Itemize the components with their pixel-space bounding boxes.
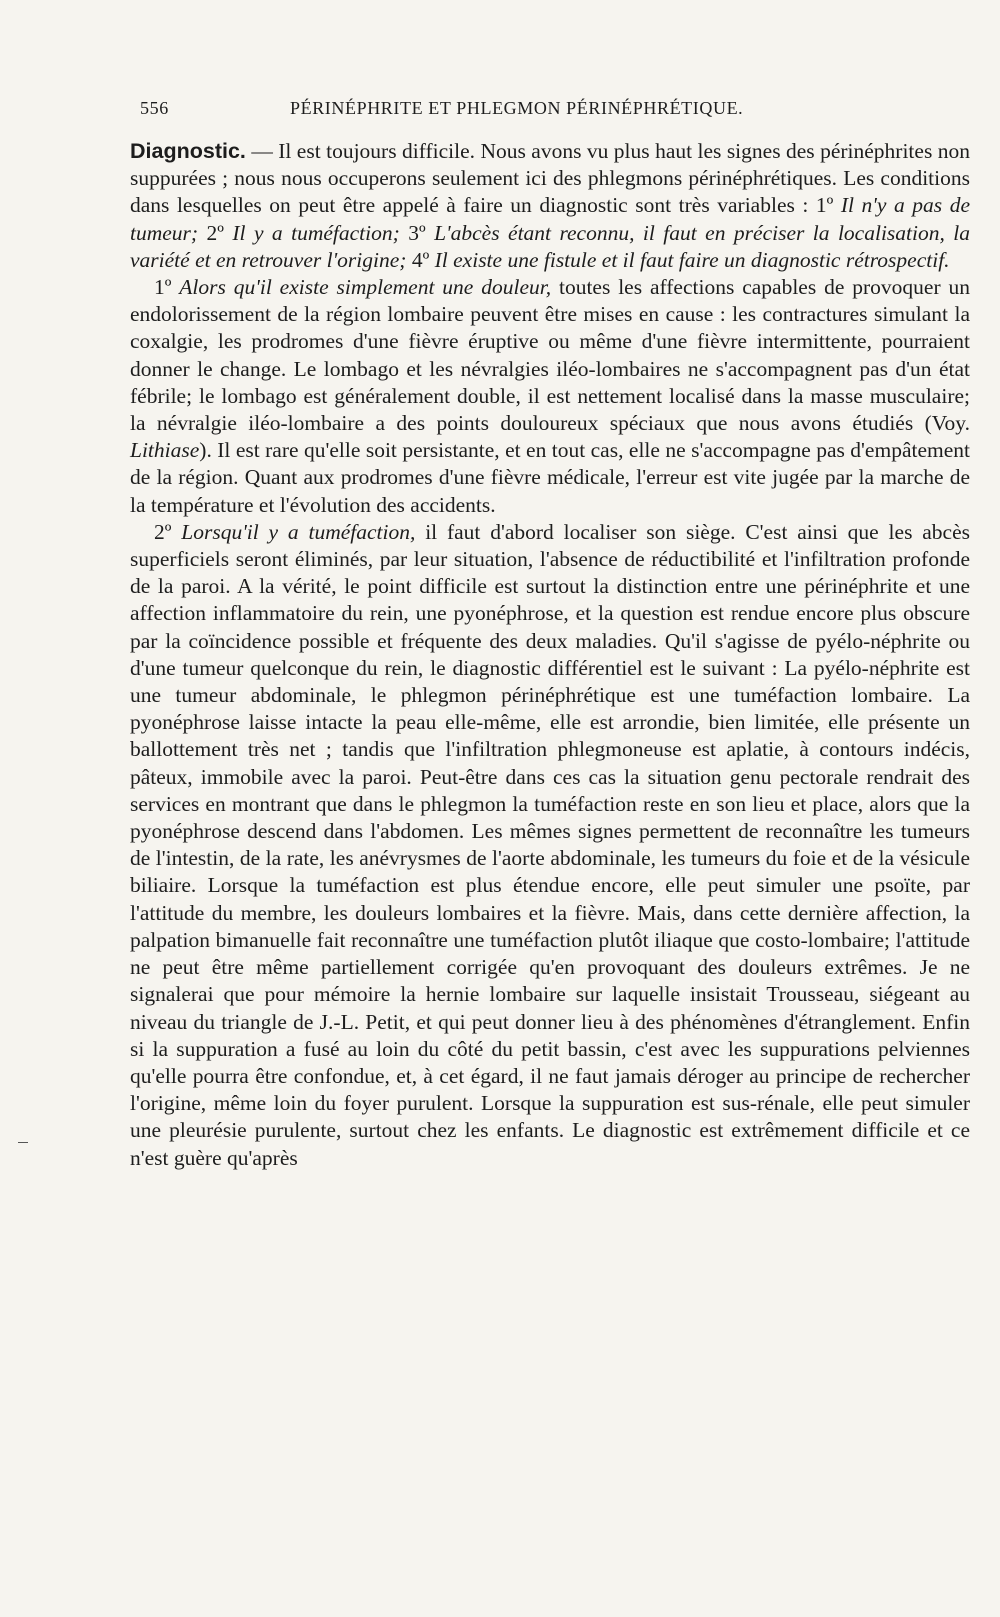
- running-head: [130, 98, 970, 128]
- paragraph-text: toutes les affections capables de provoquer un endolorissement de la région lombaire peuvent être mises en cause : les contractures simulant la coxalgie, les prodromes d'une fièvre éruptive ou même d'une fièvre intermittente, pourraient donner le change. Le lombago et les névralgies iléo-lombaires ne s'accompagnent pas d'un état fébrile; le lombago est généralement double, il est nettement localisé dans la masse musculaire; la névralgie iléo-lombaire a des points douloureux spéciaux que nous avons étudiés (Voy.: [130, 275, 970, 436]
- margin-mark: [18, 1142, 28, 1143]
- paragraph-diagnostic: [130, 138, 970, 274]
- case-item-4: Il existe une fistule et il faut faire un diagnostic rétrospectif.: [434, 247, 950, 272]
- case-item-3: L'abcès étant reconnu, il faut en préciser la localisation, la variété et en retrouver l'origine;: [130, 220, 971, 272]
- page-number: 556: [140, 98, 169, 118]
- paragraph-text: ). Il est rare qu'elle soit persistante, et en tout cas, elle ne s'accompagne pas d'empâtement de la région. Quant aux prodromes d'une fièvre médicale, l'erreur est vite jugée par la marche de la température et l'évolution des accidents.: [130, 438, 970, 517]
- paragraph-text: — Il est toujours difficile. Nous avons vu plus haut les signes des périnéphrites non suppurées ; nous nous occuperons seulement ici des phlegmons périnéphrétiques. Les conditions dans lesquelles on peut être appelé à faire un diagnostic sont très variables : 1º: [130, 139, 970, 218]
- item-number: 1º: [154, 275, 180, 300]
- item-number: 2º: [154, 519, 182, 544]
- paragraph-douleur: [130, 274, 970, 519]
- cross-reference: Lithiase: [130, 438, 200, 463]
- separator: 2º: [198, 220, 233, 245]
- case-item-1: Il n'y a pas de tumeur;: [130, 193, 970, 245]
- book-page: [130, 98, 970, 1172]
- separator: 4º: [406, 247, 435, 272]
- running-title: PÉRINÉPHRITE ET PHLEGMON PÉRINÉPHRÉTIQUE.: [290, 98, 744, 118]
- item-heading: Lorsqu'il y a tuméfaction,: [181, 519, 416, 544]
- item-heading: Alors qu'il existe simplement une douleur,: [179, 275, 552, 300]
- page-body: [130, 138, 970, 1172]
- case-item-2: Il y a tuméfaction;: [232, 220, 400, 245]
- section-heading: Diagnostic.: [130, 139, 246, 163]
- paragraph-text: il faut d'abord localiser son siège. C'est ainsi que les abcès superficiels seront éliminés, par leur situation, l'absence de réductibilité et l'infiltration profonde de la paroi. A la vérité, le point difficile est surtout la distinction entre une périnéphrite et une affection inflammatoire du rein, une pyonéphrose, et la question est rendue encore plus obscure par la coïncidence possible et fréquente des deux maladies. Qu'il s'agisse de pyélo-néphrite ou d'une tumeur quelconque du rein, le diagnostic différentiel est le suivant : La pyélo-néphrite est une tumeur abdominale, le phlegmon périnéphrétique est une tuméfaction lombaire. La pyonéphrose laisse intacte la peau elle-même, elle est arrondie, bien limitée, elle présente un ballottement très net ; tandis que l'infiltration phlegmoneuse est aplatie, à contours indécis, pâteux, immobile avec la paroi. Peut-être dans ces cas la situation genu pectorale rendrait des services en montrant que dans le phlegmon la tuméfaction reste en son lieu et place, alors que la pyonéphrose descend dans l'abdomen. Les mêmes signes permettent de reconnaître les tumeurs de l'intestin, de la rate, les anévrysmes de l'aorte abdominale, les tumeurs du foie et de la vésicule biliaire. Lorsque la tuméfaction est plus étendue encore, elle peut simuler une psoïte, par l'attitude du membre, les douleurs lombaires et la fièvre. Mais, dans cette dernière affection, la palpation bimanuelle fait reconnaître une tuméfaction plutôt iliaque que costo-lombaire; l'attitude ne peut être même partiellement corrigée qu'en provoquant des douleurs extrêmes. Je ne signalerai que pour mémoire la hernie lombaire sur laquelle insistait Trousseau, siégeant au niveau du triangle de J.-L. Petit, et qui peut donner lieu à des phénomènes d'étranglement. Enfin si la suppuration a fusé au loin du côté du petit bassin, c'est avec les suppurations pelviennes qu'elle pourra être confondue, et, à cet égard, il ne faut jamais déroger au principe de rechercher l'origine, même loin du foyer purulent. Lorsque la suppuration est sus-rénale, elle peut simuler une pleurésie purulente, surtout chez les enfants. Le diagnostic est extrêmement difficile et ce n'est guère qu'après: [130, 519, 970, 1170]
- separator: 3º: [399, 220, 435, 245]
- paragraph-tumefaction: [130, 519, 970, 1172]
